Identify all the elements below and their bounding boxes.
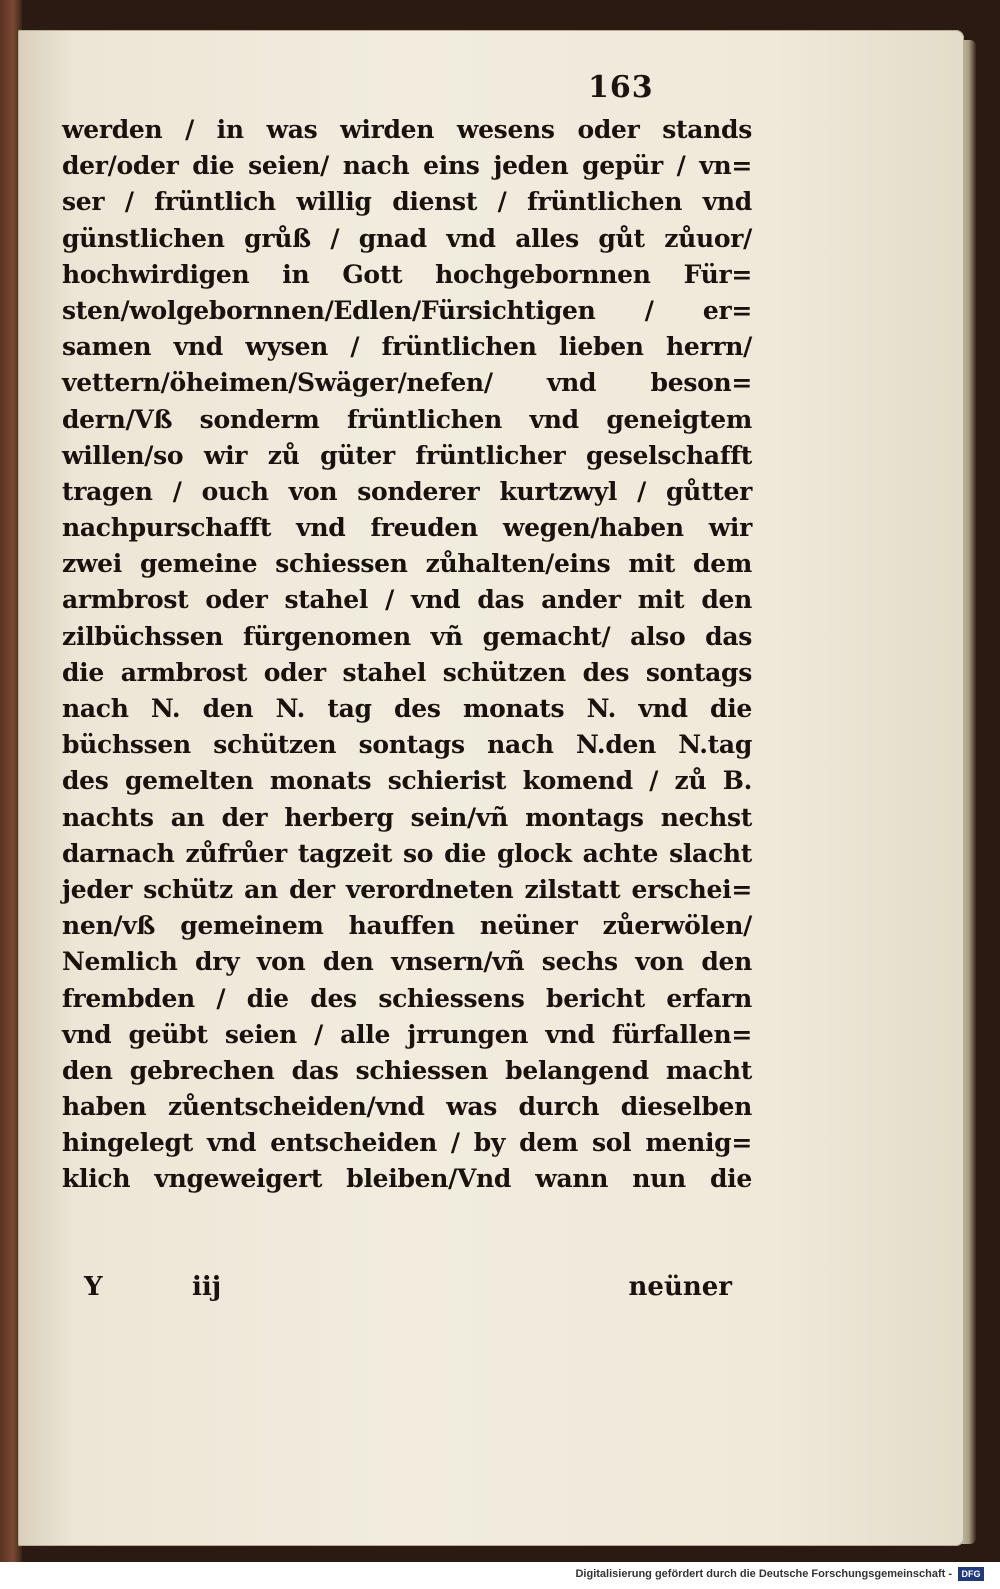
page-footer bbox=[72, 1272, 732, 1312]
text-line: klich vngeweigert bleiben/Vnd wann nun die bbox=[62, 1164, 752, 1194]
text-line: der/oder die seien/ nach eins jeden gepür / vn= bbox=[62, 151, 752, 181]
text-line: nachpurschafft vnd freuden wegen/haben wir bbox=[62, 513, 752, 543]
text-line: armbrost oder stahel / vnd das ander mit den bbox=[62, 585, 752, 615]
dfg-logo-icon: DFG bbox=[958, 1567, 984, 1581]
credit-text: Digitalisierung gefördert durch die Deutsche Forschungsgemeinschaft - bbox=[575, 1568, 952, 1580]
text-line: samen vnd wysen / früntlichen lieben herrn/ bbox=[62, 332, 752, 362]
text-line: darnach zůfrůer tagzeit so die glock achte slacht bbox=[62, 838, 752, 868]
catchword: neüner bbox=[628, 1272, 732, 1302]
text-line: nach N. den N. tag des monats N. vnd die bbox=[62, 694, 752, 723]
text-line: hochwirdigen in Gott hochgebornnen Für= bbox=[62, 259, 752, 289]
signature-mark: Y bbox=[84, 1272, 103, 1302]
text-line: nachts an der herberg sein/vñ montags nechst bbox=[62, 802, 752, 832]
text-line: des gemelten monats schierist komend / zů B. bbox=[62, 766, 752, 796]
text-line: vnd geübt seien / alle jrrungen vnd fürfallen= bbox=[62, 1019, 752, 1049]
text-line: zilbüchssen fürgenomen vñ gemacht/ also das bbox=[62, 621, 752, 651]
text-line: haben zůentscheiden/vnd was durch dieselben bbox=[62, 1092, 752, 1122]
text-line: willen/so wir zů güter früntlicher geselschafft bbox=[62, 440, 752, 470]
text-line: nen/vß gemeinem hauffen neüner zůerwölen/ bbox=[62, 911, 752, 941]
text-line: den gebrechen das schiessen belangend macht bbox=[62, 1055, 752, 1085]
text-line: zwei gemeine schiessen zůhalten/eins mit dem bbox=[62, 549, 752, 579]
text-line: die armbrost oder stahel schützen des sontags bbox=[62, 657, 752, 687]
text-block bbox=[62, 112, 752, 1198]
text-line: dern/Vß sonderm früntlichen vnd geneigtem bbox=[62, 404, 752, 434]
text-line: sten/wolgebornnen/Edlen/Fürsichtigen / er= bbox=[62, 295, 752, 325]
credit-bar bbox=[0, 1562, 1000, 1589]
text-line: frembden / die des schiessens bericht erfarn bbox=[62, 983, 752, 1013]
text-line: jeder schütz an der verordneten zilstatt erschei= bbox=[62, 874, 752, 904]
signature-number: iij bbox=[192, 1272, 222, 1302]
text-line: Nemlich dry von den vnsern/vñ sechs von den bbox=[62, 947, 752, 977]
text-line: büchssen schützen sontags nach N.den N.tag bbox=[62, 730, 752, 760]
page-number: 163 bbox=[588, 70, 654, 105]
text-line: ser / früntlich willig dienst / früntlichen vnd bbox=[62, 187, 752, 217]
text-line: günstlichen grůß / gnad vnd alles gůt zůuor/ bbox=[62, 223, 752, 253]
text-line: werden / in was wirden wesens oder stands bbox=[62, 115, 752, 144]
text-line: vettern/öheimen/Swäger/nefen/ vnd beson= bbox=[62, 368, 752, 398]
text-line: hingelegt vnd entscheiden / by dem sol menig= bbox=[62, 1128, 752, 1158]
text-line: tragen / ouch von sonderer kurtzwyl / gůtter bbox=[62, 476, 752, 506]
